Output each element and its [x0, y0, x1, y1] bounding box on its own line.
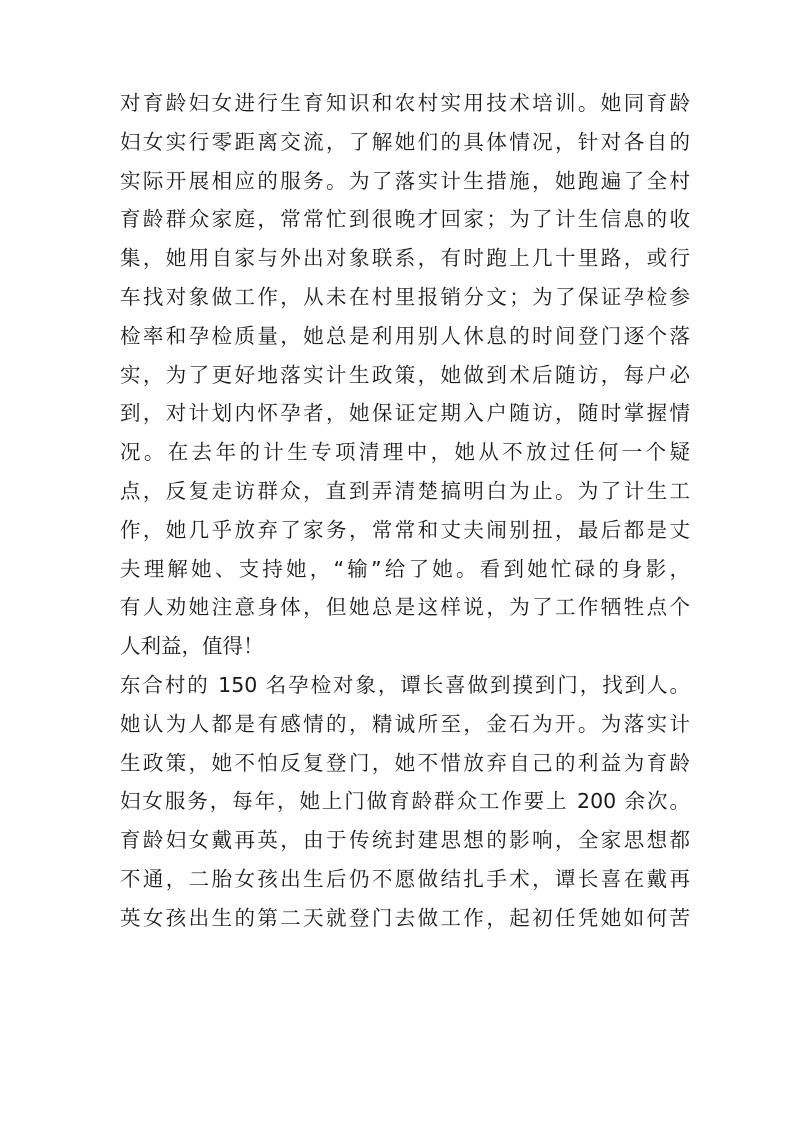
- text-line: 实，为了更好地落实计生政策，她做到术后随访，每户必: [120, 362, 690, 387]
- text-line: 妇女服务，每年，她上门做育龄群众工作要上 200 余次。: [120, 789, 690, 814]
- text-line: 况。在去年的计生专项清理中，她从不放过任何一个疑: [120, 440, 690, 465]
- text-line: 到，对计划内怀孕者，她保证定期入户随访，随时掌握情: [120, 401, 690, 426]
- text-line: 人利益，值得！: [120, 634, 264, 659]
- text-line: 点，反复走访群众，直到弄清楚搞明白为止。为了计生工: [120, 478, 690, 503]
- text-line: 检率和孕检质量，她总是利用别人休息的时间登门逐个落: [120, 323, 690, 348]
- text-line: 育龄群众家庭，常常忙到很晚才回家；为了计生信息的收: [120, 207, 690, 232]
- text-line: 集，她用自家与外出对象联系，有时跑上几十里路，或行: [120, 246, 690, 271]
- paragraph-1: [120, 84, 690, 666]
- text-line: 不通，二胎女孩出生后仍不愿做结扎手术，谭长喜在戴再: [120, 866, 690, 891]
- text-line: 实际开展相应的服务。为了落实计生措施，她跑遍了全村: [120, 168, 690, 193]
- text-line: 她认为人都是有感情的，精诚所至，金石为开。为落实计: [120, 711, 690, 736]
- text-line: 对育龄妇女进行生育知识和农村实用技术培训。她同育龄: [120, 91, 690, 115]
- text-line: 有人劝她注意身体，但她总是这样说，为了工作牺牲点个: [120, 595, 690, 620]
- text-line: 妇女实行零距离交流，了解她们的具体情况，针对各自的: [120, 129, 690, 154]
- text-line: 夫理解她、支持她，“输”给了她。看到她忙碌的身影，: [120, 556, 690, 581]
- text-line: 生政策，她不怕反复登门，她不惜放弃自己的利益为育龄: [120, 750, 690, 775]
- paragraph-2: [120, 666, 690, 938]
- text-line: 东合村的 150 名孕检对象，谭长喜做到摸到门，找到人。: [120, 672, 690, 697]
- text-line: 车找对象做工作，从未在村里报销分文；为了保证孕检参: [120, 284, 690, 309]
- text-line: 英女孩出生的第二天就登门去做工作，起初任凭她如何苦: [120, 905, 690, 930]
- text-line: 作，她几乎放弃了家务，常常和丈夫闹别扭，最后都是丈: [120, 517, 690, 542]
- body-text: [120, 84, 690, 938]
- text-line: 育龄妇女戴再英，由于传统封建思想的影响，全家思想都: [120, 828, 690, 853]
